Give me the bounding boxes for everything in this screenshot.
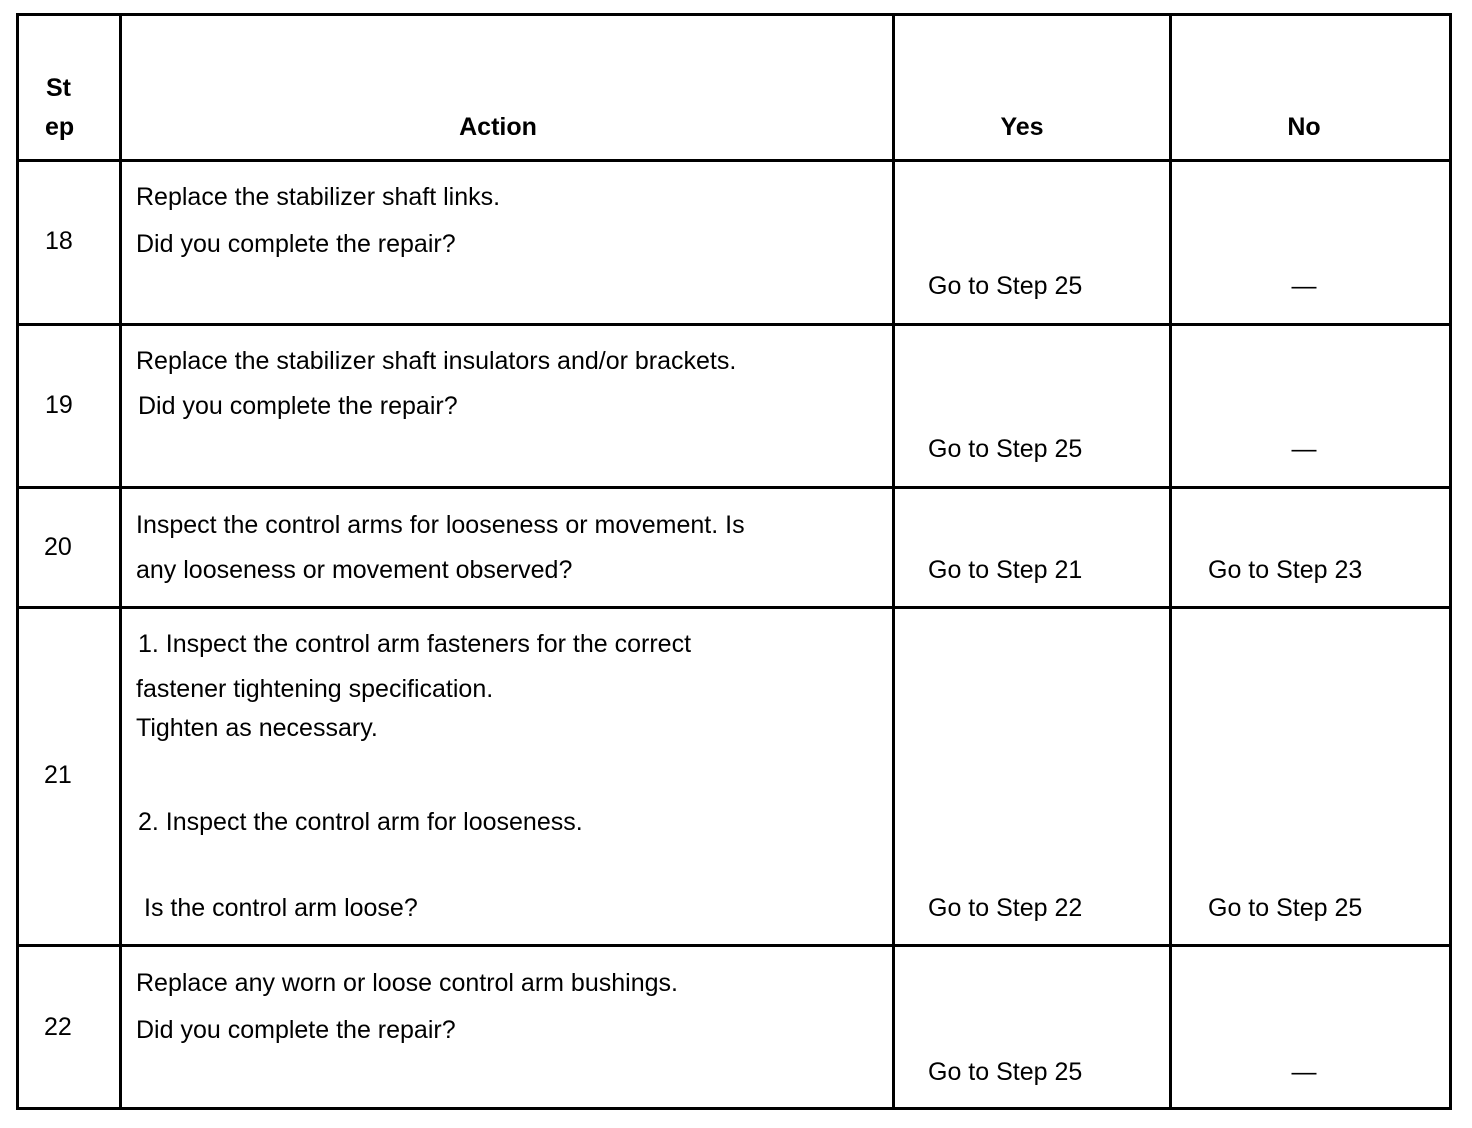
action-text: Inspect the control arms for looseness or movement. Is	[136, 511, 745, 539]
header-step-line1: St	[46, 74, 71, 102]
action-text: 1. Inspect the control arm fasteners for the correct	[138, 630, 692, 658]
no-result: —	[1291, 1058, 1317, 1086]
action-text: Did you complete the repair?	[138, 392, 458, 420]
no-result: Go to Step 25	[1208, 894, 1363, 922]
step-number: 18	[45, 227, 73, 255]
step-number: 22	[44, 1013, 72, 1041]
action-text: any looseness or movement observed?	[136, 556, 573, 584]
action-text: Tighten as necessary.	[136, 714, 378, 742]
action-text: Replace the stabilizer shaft links.	[136, 183, 501, 211]
yes-result: Go to Step 25	[928, 435, 1083, 463]
no-result: —	[1291, 272, 1317, 300]
yes-result: Go to Step 25	[928, 1058, 1083, 1086]
header-step-line2: ep	[45, 113, 75, 141]
step-number: 20	[44, 533, 72, 561]
yes-result: Go to Step 22	[928, 894, 1083, 922]
row-divider	[19, 486, 1449, 489]
row-divider	[19, 323, 1449, 326]
header-yes: Yes	[1000, 113, 1044, 141]
row-divider	[19, 944, 1449, 947]
row-divider	[19, 606, 1449, 609]
yes-result: Go to Step 21	[928, 556, 1083, 584]
yes-result: Go to Step 25	[928, 272, 1083, 300]
no-result: Go to Step 23	[1208, 556, 1363, 584]
step-number: 21	[44, 761, 72, 789]
action-text: 2. Inspect the control arm for looseness.	[138, 808, 583, 836]
no-result: —	[1291, 435, 1317, 463]
header-no: No	[1287, 113, 1321, 141]
action-text: Replace any worn or loose control arm bushings.	[136, 969, 678, 997]
step-number: 19	[45, 391, 73, 419]
action-text: Did you complete the repair?	[136, 1016, 456, 1044]
action-text: Is the control arm loose?	[144, 894, 418, 922]
header-action: Action	[459, 113, 537, 141]
action-text: Did you complete the repair?	[136, 230, 456, 258]
row-divider	[19, 159, 1449, 162]
action-text: Replace the stabilizer shaft insulators and/or brackets.	[136, 347, 737, 375]
action-text: fastener tightening specification.	[136, 675, 494, 703]
